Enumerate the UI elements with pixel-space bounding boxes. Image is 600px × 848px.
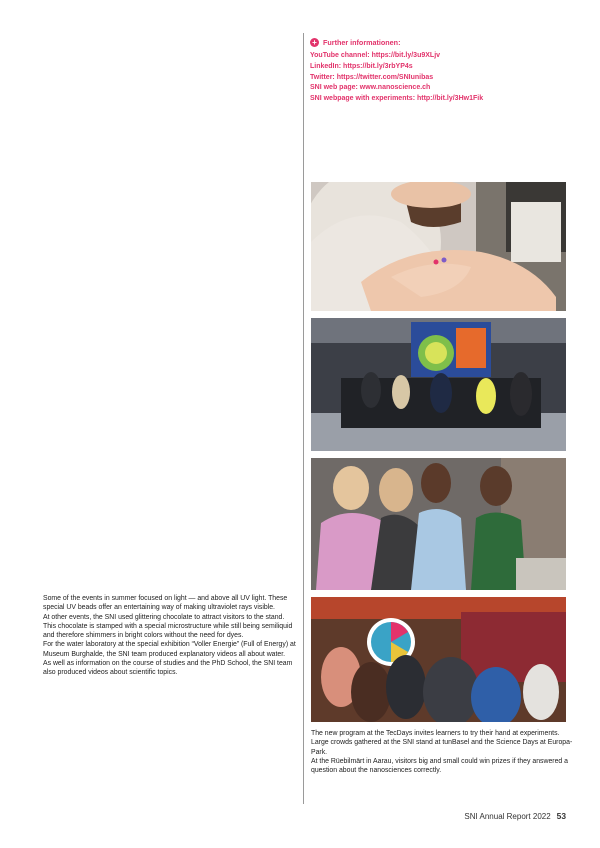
caption-tecdays: The new program at the TecDays invites learners to try their hand at experiments. [311, 730, 560, 737]
caption-crowds: Large crowds gathered at the SNI stand at tunBasel and the Science Days at Europa-Park. [311, 739, 573, 756]
photo-market-stand [311, 597, 566, 722]
report-title: SNI Annual Report 2022 [464, 812, 551, 821]
linkedin-link[interactable]: LinkedIn: https://bit.ly/3rbYP4s [310, 62, 413, 70]
paragraph-uv-light: Some of the events in summer focused on light — and above all UV light. These special UV beads offer an entertaining way of making ultraviolet rays visible. [43, 595, 288, 612]
body-text [43, 594, 297, 678]
further-info-box [310, 36, 580, 105]
further-info-heading [310, 36, 580, 48]
photo-exhibition-crowd [311, 318, 566, 451]
photo-visitors [311, 458, 566, 590]
twitter-link[interactable]: Twitter: https://twitter.com/SNIunibas [310, 73, 434, 81]
link-list [310, 51, 580, 105]
paragraph-water-lab: For the water laboratory at the special exhibition “Voller Energie” (Full of Energy) at Museum Burghalde, the SNI team produced explanatory videos all about water. [43, 641, 296, 658]
caption-aarau: At the Rüebilmärt in Aarau, visitors big and small could win prizes if they answered a question about the nanosciences correctly. [311, 757, 568, 775]
experiments-link[interactable]: SNI webpage with experiments: http://bit.ly/3Hw1Fik [310, 95, 484, 103]
paragraph-videos: As well as information on the course of studies and the PhD School, the SNI team also produced videos about scientific topics. [43, 660, 293, 677]
column-divider [303, 33, 304, 804]
further-info-title: Further informationen: [323, 37, 401, 47]
page-footer [464, 811, 566, 821]
paragraph-chocolate: At other events, the SNI used glittering chocolate to attract visitors to the stand. This chocolate is stamped with a special microstructure while still being semiliquid and therefore shimmers in bright colors without the need for dyes. [43, 613, 293, 640]
photo-caption [311, 729, 573, 775]
sni-web-page-link[interactable]: SNI web page: www.nanoscience.ch [310, 84, 431, 92]
youtube-link[interactable]: YouTube channel: https://bit.ly/3u9XLjv [310, 52, 441, 59]
photo-uv-beads [311, 182, 566, 311]
plus-icon: + [310, 38, 319, 47]
page-number: 53 [556, 811, 566, 821]
